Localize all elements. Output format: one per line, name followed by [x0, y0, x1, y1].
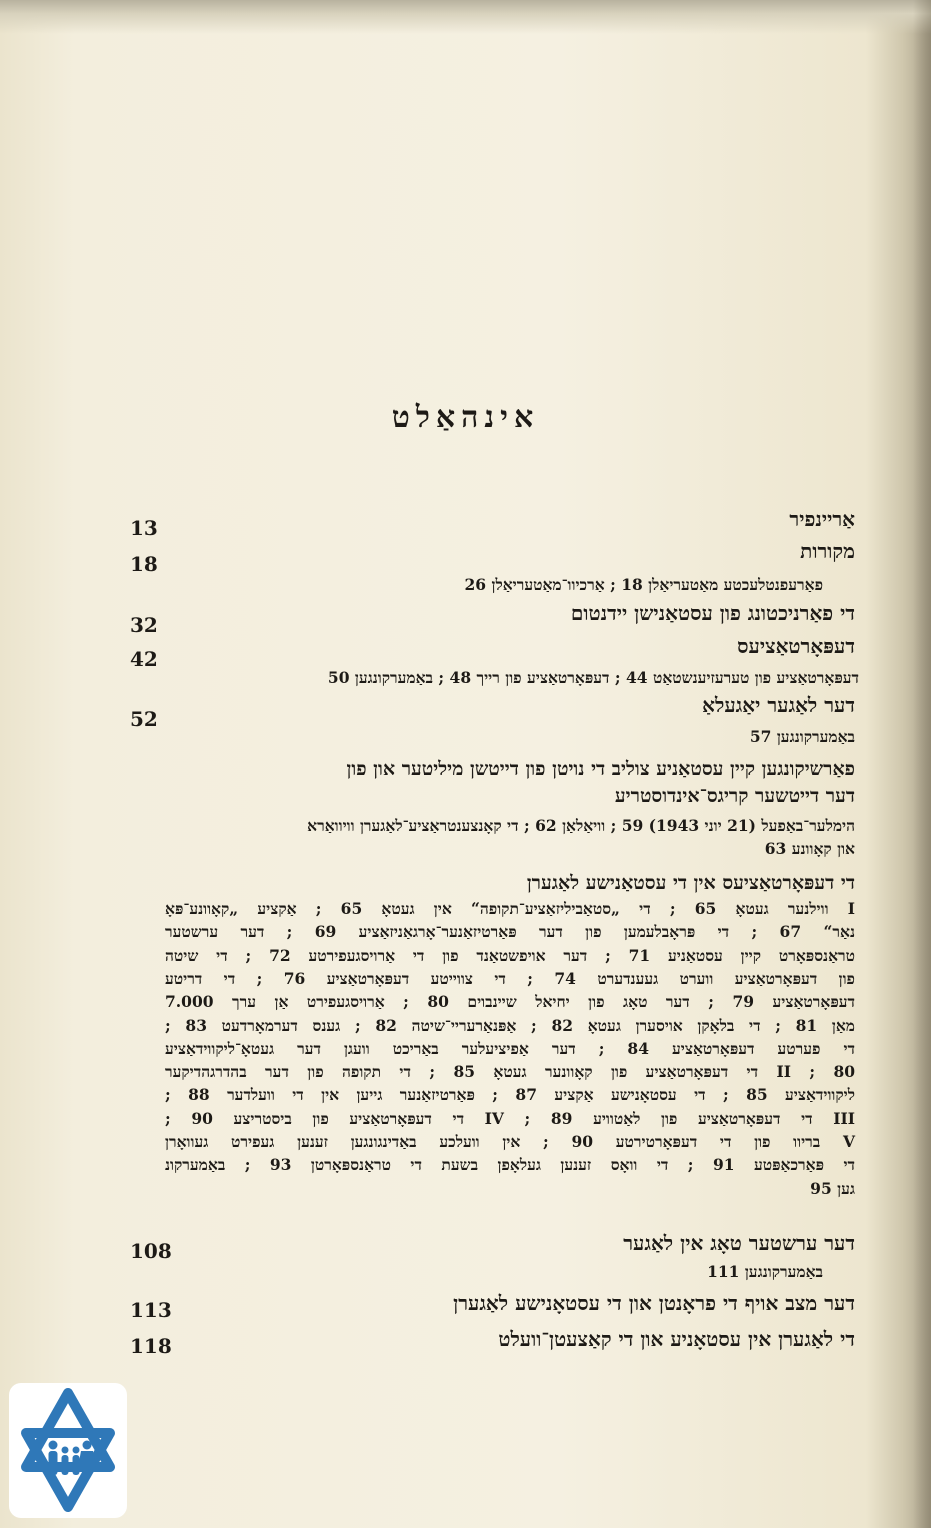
toc-subentry-line: די פּאַרכאַפּטע 91 ; די וואָס זענען געלאָפן בשעת די טראַנספּאָרטן 93 ; באַמערקונ [165, 1155, 855, 1175]
toc-entry [130, 1290, 855, 1322]
toc-entry [130, 633, 855, 671]
star-of-david-icon [9, 1383, 127, 1518]
toc-subentry: און קאָוונע 63 [764, 839, 855, 858]
toc-subentry-line: טראַנספּאָרט קיין עסטאַניע 71 ; דער אויפשטאַנד פון די אַרויסגעפירטע 72 ; די שיטה [165, 945, 855, 965]
toc-subentry-line: ליקווידאַציע 85 ; די עסטאָנישע אַקציע 87 ; פּאַרטיזאַנער גייען אין די וועלדער 88 ; [165, 1085, 855, 1105]
toc-entry-title: דער לאַגער יאַגעלאַ [702, 693, 855, 717]
toc-entry-title: דער דייטשער קריגס־אינדוסטריע [614, 785, 855, 807]
toc-subentry-line: פון דעפּאָרטאַציע ווערט געענדערט 74 ; די צווייטע דעפּאָרטאַציע 76 ; די דריטע [165, 968, 855, 988]
toc-entry-title: דער מצב אויף די פראָנטן און די עסטאָנישע לאַגערן [453, 1291, 855, 1315]
toc-entry-title: דעפּאָרטאַציעס [737, 634, 855, 658]
toc-entry-page: 13 [130, 516, 158, 540]
toc-entry-page: 52 [130, 707, 158, 731]
toc-subentry: הימלער־באַפעל (21 יוני 1943) 59 ; וויאַלאַן 62 ; די קאָנצענטראַציע־לאַגערן וויוואַרא [307, 816, 855, 835]
toc-entry-page: 108 [130, 1239, 172, 1263]
toc-subentry: פאַרעפנטלעכטע מאַטעריאַלן 18 ; אַרכיוו־מאַטעריאַלן 26 [464, 575, 823, 594]
toc-entry [130, 506, 855, 540]
toc-entry-page: 42 [130, 647, 158, 671]
toc-entry [130, 538, 855, 576]
toc-entry [130, 1326, 855, 1358]
toc-subentry-line: מאַן 81 ; די בלאָקן אויסערן געטאָ 82 ; אַפּנאַרעריי־שיטה 82 ; גענס דערמאָרדעט 83 ; [165, 1015, 855, 1035]
toc-entry-title: מקורות [800, 539, 855, 563]
toc-entry-page: 113 [130, 1298, 172, 1322]
star-of-david-family-logo [9, 1383, 127, 1518]
page-title: אינהאַלט [391, 400, 540, 435]
toc-entry-page: 32 [130, 613, 158, 637]
toc-subentry: באַמערקונגען 111 [707, 1262, 823, 1281]
top-shadow [0, 0, 931, 34]
toc-entry-title: די דעפּאָרטאַציעס אין די עסטאַנישע לאַגערן [526, 872, 855, 894]
toc-subentry-line: גען 95 [810, 1178, 855, 1198]
toc-entry-title: אַריינפיר [789, 507, 855, 531]
toc-entry [130, 692, 855, 731]
toc-subentry-line: דעפּאָרטאַציע 79 ; דער טאָג פון יחיאל שיינבוים 80 ; אַרויסגעפירט אַן ערך 7.000 [165, 992, 855, 1012]
toc-entry-title: דער ערשטער טאָג אין לאַגער [623, 1231, 855, 1255]
toc-subentry-line: נאַר“ 67 ; די פּראָבלעמען פון דער פּאַרטיזאַנער־אָרגאַניזאַציע 69 ; דער ערשטער [165, 922, 855, 942]
toc-entry-page: 18 [130, 552, 158, 576]
toc-subentry-line: III די דעפּאָרטאַציע פון לאַטוויע 89 ; IV די דעפּאָרטאַציע פון ביסטריצע 90 ; [165, 1108, 855, 1128]
toc-entry-title: פאַרשיקונגען קיין עסטאַניע צוליב די נויטן פון דייטשן מיליטער און פון [346, 758, 855, 780]
page-edge-shadow [913, 0, 931, 1528]
toc-subentry-line: I ווילנער געטאָ 65 ; די „סטאַביליזאַציע־תקופה“ אין געטאָ 65 ; אַקציע „קאָוונע־פּאָ [165, 899, 855, 918]
toc-entry-page: 118 [130, 1334, 172, 1358]
toc-subentry-line: V בריוו פון די דעפּאָרטירטע 90 ; אין וועלכע באַדינגונגען זענען געפירט געוואָרן [165, 1132, 856, 1151]
toc-entry [130, 1230, 855, 1263]
toc-entry-title: די לאַגערן אין עסטאָניע און די קאַצעטן־וועלט [498, 1327, 855, 1351]
toc-subentry-line: 80 ; II די דעפּאָרטאַציע פון קאָוונער געטאָ 85 ; די תקופה פון דער בהדרגהדיקער [165, 1062, 856, 1082]
toc-entry [130, 600, 855, 637]
toc-entry-title: די פאַרניכטונג פון עסטאַנישן יידנטום [570, 601, 855, 625]
toc-subentry-line: די פערטע דעפּאָרטאַציע 84 ; דער אַפיציעלער באַריכט וועגן דער געטאָ־ליקווידאַציע [165, 1038, 855, 1058]
toc-subentry: באַמערקונגען 57 [749, 727, 855, 746]
toc-subentry: דעפּאָרטאַציע פון טערעזיענשטאַט 44 ; דעפּאָרטאַציע פון רייך 48 ; באַמערקונגען 50 [327, 668, 859, 687]
